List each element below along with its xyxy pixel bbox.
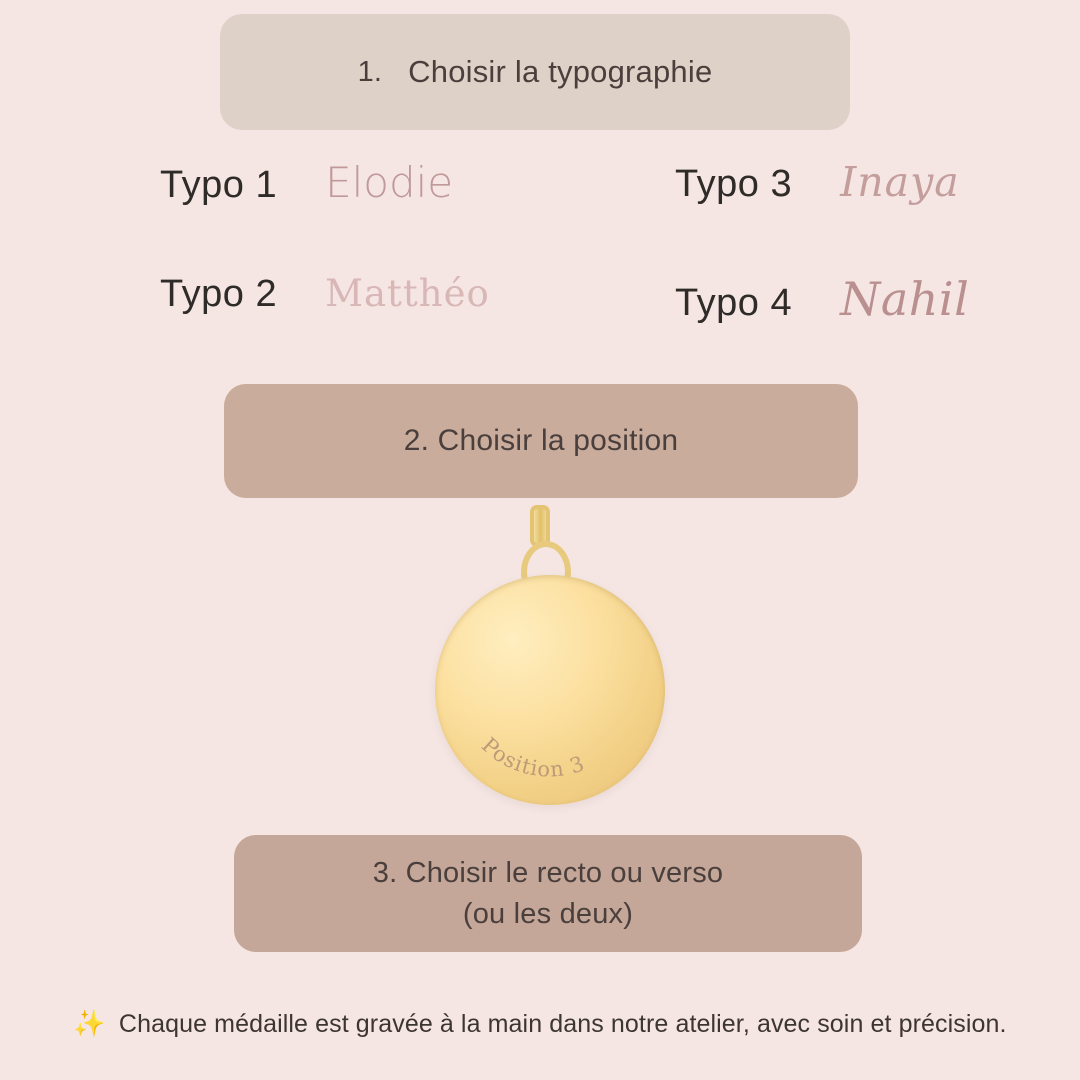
typo-option-3[interactable]	[675, 158, 960, 206]
typo-option-4-label: Typo 4	[675, 282, 793, 324]
step-1-label: Choisir la typographie	[408, 54, 713, 89]
footer-text: Chaque médaille est gravée à la main dans notre atelier, avec soin et précision.	[118, 1010, 1007, 1038]
medal-engraving-text: Position 3	[476, 732, 588, 782]
typo-option-2-label: Typo 2	[160, 273, 278, 315]
typo-option-3-label: Typo 3	[675, 163, 793, 205]
step-3-label-line1: 3. Choisir le recto ou verso	[372, 857, 724, 890]
medal-engraving	[435, 575, 665, 805]
typo-option-1-label: Typo 1	[160, 164, 278, 206]
step-1-banner	[220, 14, 850, 130]
typo-option-4[interactable]	[675, 272, 969, 326]
step-3-label-line2: (ou les deux)	[462, 897, 634, 930]
typo-option-2-sample: Matthéo	[325, 272, 490, 315]
typo-option-4-sample: Nahil	[840, 272, 970, 326]
typo-option-1[interactable]	[160, 158, 453, 207]
step-1-number: 1.	[357, 55, 383, 88]
typo-option-2[interactable]	[160, 272, 490, 316]
typo-option-3-sample: Inaya	[840, 158, 960, 206]
step-2-label: 2. Choisir la position	[403, 424, 679, 457]
sparkle-icon: ✨	[73, 1008, 106, 1038]
footer-note	[0, 1008, 1080, 1039]
svg-text:Position 3	[477, 733, 588, 782]
step-3-banner	[234, 835, 862, 952]
step-2-banner	[224, 384, 858, 498]
medal-illustration	[420, 505, 660, 815]
typo-option-1-sample: Elodie	[325, 158, 454, 207]
